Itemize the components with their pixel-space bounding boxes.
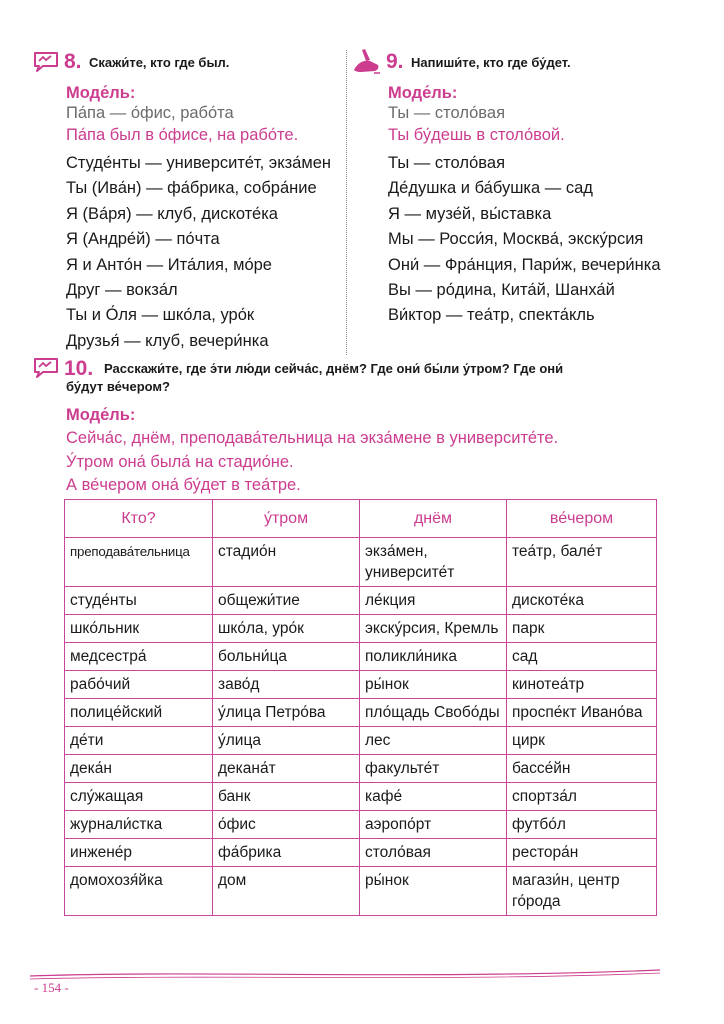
exercise-9-title: Напиши́те, кто где бу́дет. (411, 55, 571, 70)
exercise-9-model-label: Моде́ль: (388, 84, 458, 102)
table-cell: медсестра́ (65, 643, 213, 671)
table-cell: полице́йский (65, 699, 213, 727)
table-cell: банк (213, 783, 360, 811)
model-line: У́тром она́ была́ на стадио́не. (66, 452, 294, 471)
column-header-evening: ве́чером (507, 500, 657, 538)
table-cell: де́ти (65, 727, 213, 755)
column-header-who: Кто? (65, 500, 213, 538)
table-cell: кафе́ (360, 783, 507, 811)
table-cell: рабо́чий (65, 671, 213, 699)
table-cell: рестора́н (507, 839, 657, 867)
list-item: Я (Андре́й) — по́чта (66, 230, 220, 249)
column-divider (346, 50, 347, 355)
table-cell: у́лица Петро́ва (213, 699, 360, 727)
list-item: Вы — ро́дина, Кита́й, Шанха́й (388, 280, 615, 299)
table-cell: факульте́т (360, 755, 507, 783)
table-cell: дискоте́ка (507, 587, 657, 615)
table-cell: инжене́р (65, 839, 213, 867)
speech-bubble-icon (32, 356, 60, 380)
table-cell: спортза́л (507, 783, 657, 811)
list-item: Я (Ва́ря) — клуб, дискоте́ка (66, 204, 278, 223)
table-cell: о́фис (213, 811, 360, 839)
table-row (65, 615, 657, 643)
table-cell: проспе́кт Ивано́ва (507, 699, 657, 727)
table-row (65, 587, 657, 615)
list-item: Студе́нты — университе́т, экза́мен (66, 154, 331, 172)
exercise-10-title-line1: Расскажи́те, где э́ти лю́ди сейча́с, днём? Где они́ бы́ли у́тром? Где они́ (104, 361, 564, 376)
table-cell: стадио́н (213, 538, 360, 587)
exercise-10-table (64, 499, 657, 916)
table-cell: студе́нты (65, 587, 213, 615)
table-cell: экску́рсия, Кремль (360, 615, 507, 643)
exercise-9-number: 9. (386, 50, 404, 73)
exercise-8-model-answer: Па́па был в о́фисе, на рабо́те. (66, 126, 299, 144)
model-line: А ве́чером она́ бу́дет в теа́тре. (66, 476, 301, 494)
table-cell: преподава́тельница (65, 538, 213, 587)
exercise-9-model-prompt: Ты — столо́вая (388, 104, 505, 122)
table-cell: парк (507, 615, 657, 643)
table-cell: столо́вая (360, 839, 507, 867)
table-cell: домохозя́йка (65, 867, 213, 916)
table-cell: шко́льник (65, 615, 213, 643)
table-cell: декана́т (213, 755, 360, 783)
exercise-8-number: 8. (64, 50, 82, 73)
table-cell: аэропо́рт (360, 811, 507, 839)
list-item: Я и Анто́н — Ита́лия, мо́ре (66, 255, 272, 274)
table-row (65, 783, 657, 811)
table-cell: цирк (507, 727, 657, 755)
table-row (65, 727, 657, 755)
table-cell: поликли́ника (360, 643, 507, 671)
table-row (65, 671, 657, 699)
table-cell: дом (213, 867, 360, 916)
list-item: Друзья́ — клуб, вечери́нка (66, 331, 269, 350)
exercise-9-model-answer: Ты бу́дешь в столо́вой. (388, 126, 565, 144)
table-row (65, 699, 657, 727)
table-cell: пло́щадь Свобо́ды (360, 699, 507, 727)
table-row (65, 839, 657, 867)
table-header-row (65, 500, 657, 538)
exercise-9-item-list (388, 151, 661, 329)
table-cell: кинотеа́тр (507, 671, 657, 699)
list-item: Де́душка и ба́бушка — сад (388, 179, 593, 198)
table-cell: дека́н (65, 755, 213, 783)
exercise-10-title-line2: бу́дут ве́чером? (66, 379, 170, 394)
table-cell: слу́жащая (65, 783, 213, 811)
list-item: Ви́ктор — теа́тр, спекта́кль (388, 306, 595, 325)
table-cell: ры́нок (360, 867, 507, 916)
table-cell: журнали́стка (65, 811, 213, 839)
footer-wave-decoration (0, 966, 724, 986)
model-line: Сейча́с, днём, преподава́тельница на экза́мене в университе́те. (66, 429, 559, 447)
list-item: Мы — Росси́я, Москва́, экску́рсия (388, 230, 644, 249)
table-row (65, 538, 657, 587)
table-cell: сад (507, 643, 657, 671)
table-cell: экза́мен, университе́т (360, 538, 507, 587)
table-cell: магази́н, центр го́рода (507, 867, 657, 916)
exercise-8-title: Скажи́те, кто где был. (89, 55, 230, 70)
list-item: Ты (Ива́н) — фа́брика, собра́ние (66, 179, 317, 198)
list-item: Друг — вокза́л (66, 280, 178, 299)
table-cell: общежи́тие (213, 587, 360, 615)
speech-bubble-icon (32, 50, 60, 74)
writing-hand-icon (352, 48, 382, 76)
exercise-8-model-prompt: Па́па — о́фис, рабо́та (66, 104, 234, 122)
list-item: Я — музе́й, вы́ставка (388, 204, 552, 223)
table-cell: теа́тр, бале́т (507, 538, 657, 587)
table-cell: лес (360, 727, 507, 755)
table-cell: футбо́л (507, 811, 657, 839)
page-number: - 154 - (34, 980, 69, 995)
table-row (65, 755, 657, 783)
column-header-day: днём (360, 500, 507, 538)
table-row (65, 643, 657, 671)
table-cell: фа́брика (213, 839, 360, 867)
table-cell: у́лица (213, 727, 360, 755)
table-row (65, 811, 657, 839)
exercise-8-model-label: Моде́ль: (66, 84, 136, 102)
exercise-10-model-text (66, 427, 558, 498)
list-item: Ты — столо́вая (388, 154, 505, 172)
table-cell: ры́нок (360, 671, 507, 699)
table-cell: бассе́йн (507, 755, 657, 783)
table-cell: заво́д (213, 671, 360, 699)
exercise-10-model-label: Моде́ль: (66, 406, 136, 424)
column-header-morning: у́тром (213, 500, 360, 538)
exercise-10-number: 10. (64, 357, 94, 380)
table-cell: больни́ца (213, 643, 360, 671)
table-row (65, 867, 657, 916)
list-item: Они́ — Фра́нция, Пари́ж, вечери́нка (388, 255, 661, 274)
table-cell: ле́кция (360, 587, 507, 615)
exercise-8-item-list (66, 151, 331, 354)
table-cell: шко́ла, уро́к (213, 615, 360, 643)
list-item: Ты и О́ля — шко́ла, уро́к (66, 306, 255, 325)
